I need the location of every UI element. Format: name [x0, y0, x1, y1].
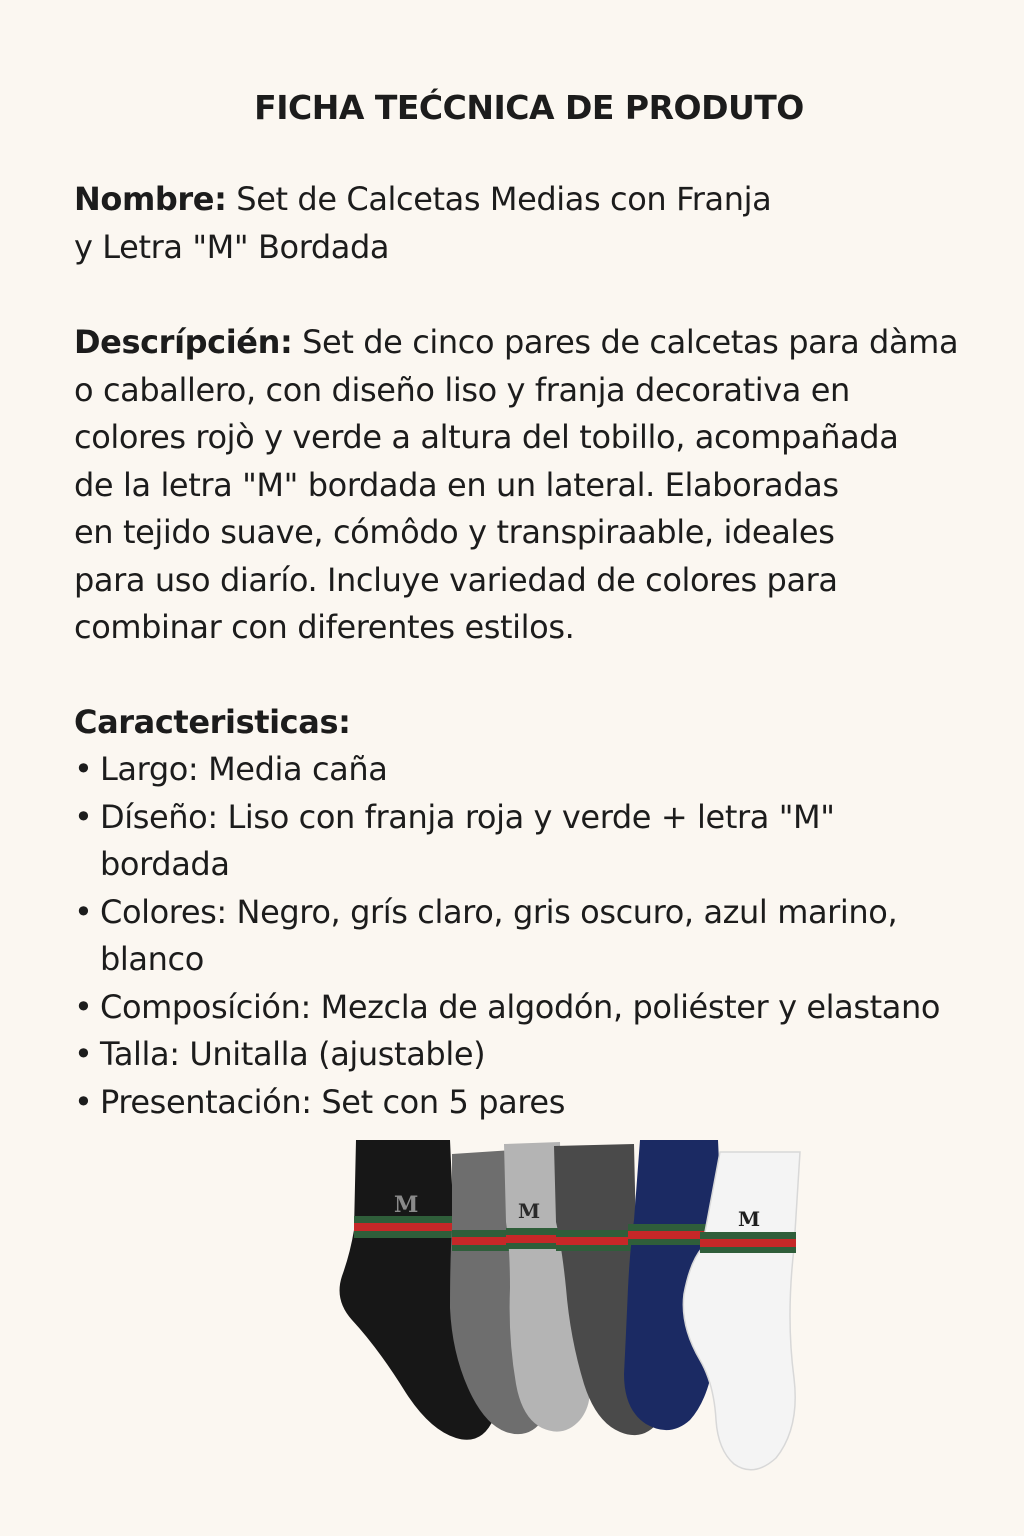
bullet-icon: • — [74, 797, 93, 836]
features-list — [74, 746, 1004, 1126]
product-name-value-line1: Set de Calcetas Medias con Franja — [236, 180, 772, 218]
product-description — [74, 319, 1004, 652]
feature-text: Presentación: Set con 5 pares — [100, 1082, 565, 1121]
feature-item — [74, 1079, 1004, 1127]
feature-item — [74, 889, 1004, 984]
bullet-icon: • — [74, 1035, 93, 1073]
bullet-icon: • — [74, 750, 93, 788]
feature-text: Largo: Media caña — [100, 750, 388, 788]
product-sheet — [74, 176, 1004, 1126]
description-line: o caballero, con diseño liso y franja decorativa en — [74, 370, 850, 409]
feature-item — [74, 794, 1004, 889]
socks-product-image — [334, 1138, 814, 1478]
page-title: FICHA TEĆCNICA DE PRODUTO — [254, 88, 804, 127]
description-line: combinar con diferentes estilos. — [74, 608, 575, 646]
feature-item — [74, 746, 1004, 794]
embroidered-m: M — [518, 1199, 541, 1223]
embroidered-m: M — [394, 1192, 419, 1218]
feature-item — [74, 1031, 1004, 1079]
features-heading: Caracteristicas: — [74, 702, 351, 741]
product-name-value-line2: y Letra "M" Bordada — [74, 227, 390, 266]
feature-text: Colores: Negro, grís claro, gris oscuro, azul marino, — [100, 892, 898, 931]
product-name-label: Nombre: — [74, 180, 227, 218]
embroidered-m: M — [738, 1207, 761, 1231]
description-line: en tejido suave, cómôdo y transpiraable, ideales — [74, 513, 835, 551]
feature-text: Composíción: Mezcla de algodón, poliéster y elastano — [100, 987, 941, 1026]
description-line: Set de cinco pares de calcetas para dàma — [302, 323, 959, 361]
description-label: Descrípcién: — [74, 323, 293, 361]
feature-text-continued: bordada — [100, 845, 230, 883]
bullet-icon: • — [74, 892, 93, 931]
feature-item — [74, 984, 1004, 1032]
bullet-icon: • — [74, 1082, 93, 1121]
description-line: colores rojò y verde a altura del tobillo, acompañada — [74, 418, 899, 456]
product-name — [74, 176, 1004, 271]
feature-text: Talla: Unitalla (ajustable) — [100, 1035, 486, 1073]
description-line: de la letra "M" bordada en un lateral. Elaboradas — [74, 465, 839, 504]
description-line: para uso diarío. Incluye variedad de colores para — [74, 560, 838, 599]
feature-text-continued: blanco — [100, 940, 204, 978]
feature-text: Díseño: Liso con franja roja y verde + letra "M" — [100, 797, 835, 836]
bullet-icon: • — [74, 987, 93, 1026]
